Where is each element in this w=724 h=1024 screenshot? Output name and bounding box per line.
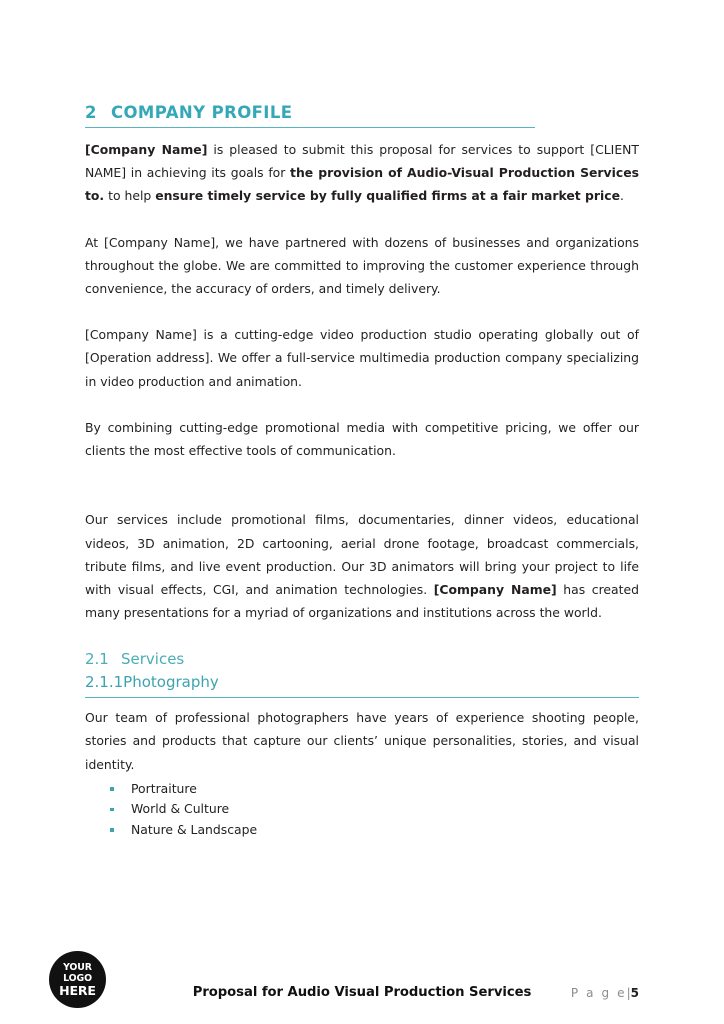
list-item [85, 779, 639, 799]
logo-line-2: LOGO [63, 972, 92, 984]
bullet-icon [110, 808, 114, 812]
body-text: has created many presentations for a myriad of organizations and institutions across the world. [85, 582, 639, 621]
paragraph-partners [85, 231, 639, 301]
logo-line-1: YOUR [63, 961, 92, 973]
body-text: At [Company Name], we have partnered with dozens of businesses and organizations throughout the globe. We are committed to improving the customer experience through convenience, the accuracy of orders, and timely delivery. [85, 234, 639, 297]
section-heading-number: 2 [85, 103, 97, 122]
subsubsection-heading-photography [85, 671, 639, 696]
body-text: . [620, 188, 624, 204]
paragraph-photography-intro: Our team of professional photographers have years of experience shooting people, stories and products that capture our clients’ unique personalities, stories, and visual identity. [85, 710, 639, 772]
subsubsection-heading-rule [85, 697, 639, 698]
footer-document-title: Proposal for Audio Visual Production Services [192, 985, 532, 1000]
subsubsection-heading-number: 2.1.1 [85, 672, 124, 691]
body-text: By combining cutting-edge promotional media with competitive pricing, we offer our clients the most effective tools of communication. [85, 419, 639, 459]
body-text: Our services include promotional films, documentaries, dinner videos, educational videos, 3D animation, 2D cartooning, aerial drone footage, broadcast commercials, tribute films, and live event production. Our 3D animators will bring your project to life with visual effects, CGI, and animation technologies. [85, 512, 639, 598]
bullet-icon [110, 787, 114, 791]
page-footer [0, 940, 724, 1024]
page-content [85, 103, 639, 840]
list-item-label: Nature & Landscape [131, 821, 258, 837]
paragraph-studio [85, 323, 639, 393]
list-item [85, 820, 639, 840]
paragraph-intro [85, 138, 639, 208]
subsubsection-heading-title: Photography [123, 672, 219, 691]
paragraph-pricing [85, 416, 639, 486]
body-text: is pleased to submit this proposal for services to support [CLIENT NAME] in achieving its goals for [85, 142, 639, 181]
subsection-heading-number: 2.1 [85, 650, 109, 669]
photography-services-list [85, 779, 639, 840]
list-item-label: Portraiture [131, 780, 197, 796]
list-item-label: World & Culture [131, 801, 230, 817]
footer-page-label: P a g e [570, 986, 627, 1000]
emphasis-text: the provision of Audio-Visual Production Services to. [85, 165, 639, 204]
paragraph-services-list [85, 508, 639, 624]
bullet-icon [110, 828, 114, 832]
section-heading-rule [85, 127, 535, 128]
emphasis-text: ensure timely service by fully qualified firms at a fair market price [155, 188, 621, 204]
subsection-heading-title: Services [121, 650, 185, 669]
footer-page-value: 5 [630, 986, 639, 1000]
body-text: to help [104, 188, 156, 204]
emphasis-text: [Company Name] [85, 142, 208, 158]
logo-line-3: HERE [59, 982, 96, 998]
footer-page-separator: | [626, 986, 631, 1000]
section-heading [85, 103, 639, 127]
section-heading-title: COMPANY PROFILE [111, 103, 293, 122]
list-item [85, 799, 639, 819]
emphasis-text: [Company Name] [433, 582, 557, 598]
footer-page-number [571, 986, 639, 1000]
justification-spacer [85, 462, 639, 485]
subsection-heading-services [85, 648, 639, 671]
body-text: [Company Name] is a cutting-edge video production studio operating globally out of [Operation address]. We offer a full-service multimedia production company specializing in video production and animation. [85, 327, 639, 389]
